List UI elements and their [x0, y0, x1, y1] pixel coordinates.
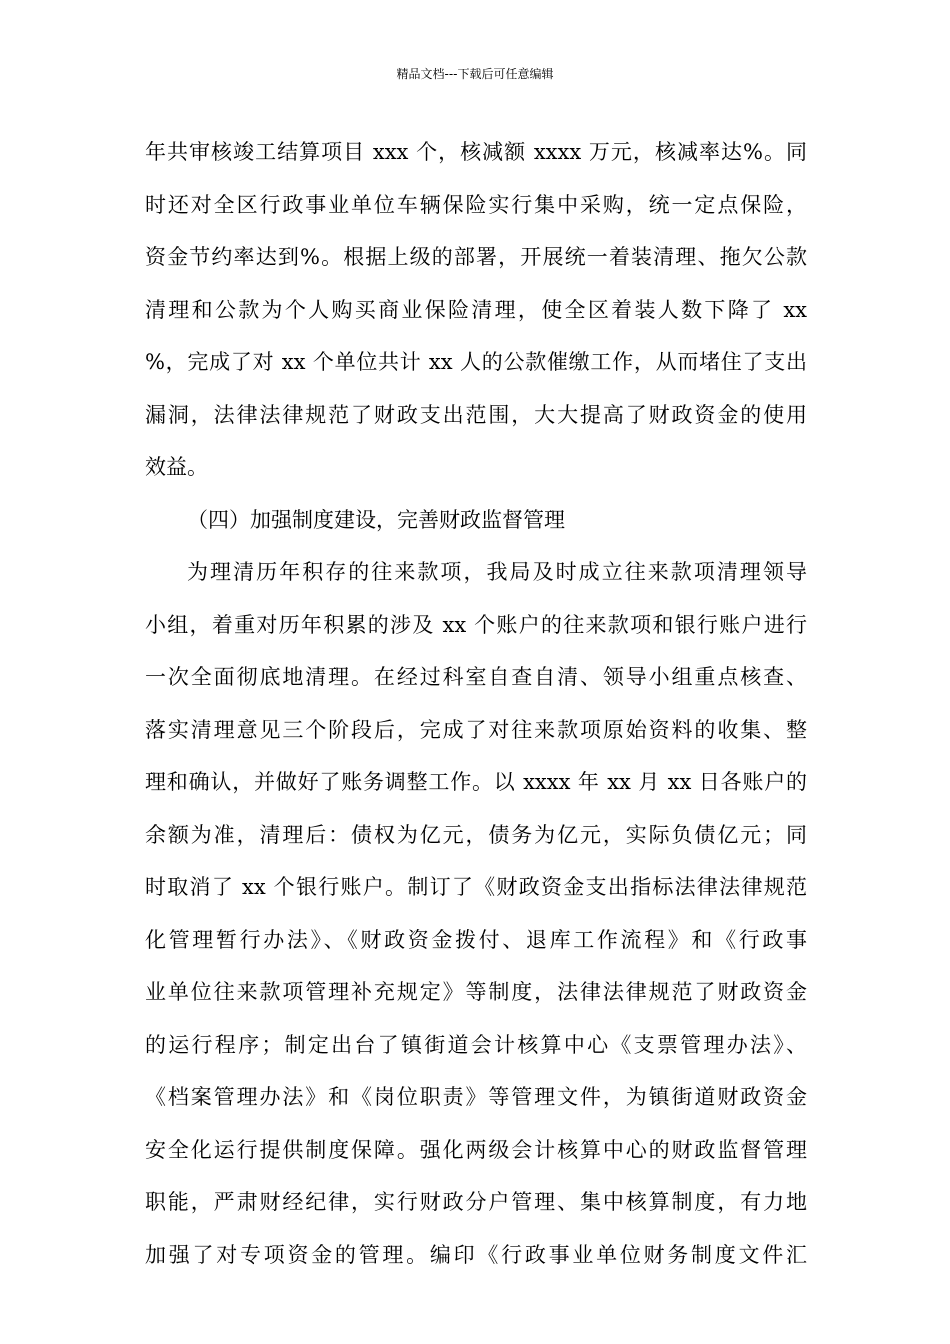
text-line: 资金节约率达到%。根据上级的部署，开展统一着装清理、拖欠公款 [145, 245, 807, 269]
text-line: 余额为准，清理后：债权为亿元，债务为亿元，实际负债亿元；同 [145, 822, 807, 847]
text-line: %，完成了对 xx 个单位共计 xx 人的公款催缴工作，从而堵住了支出 [145, 350, 807, 374]
document-body [145, 126, 807, 1281]
text-line: 清理和公款为个人购买商业保险清理，使全区着装人数下降了 xx [145, 297, 807, 322]
text-line: 时取消了 xx 个银行账户。制订了《财政资金支出指标法律法律规范 [145, 875, 807, 899]
text-line: 安全化运行提供制度保障。强化两级会计核算中心的财政监督管理 [145, 1137, 807, 1162]
section-heading: （四）加强制度建设，完善财政监督管理 [187, 507, 565, 532]
text-line: 职能，严肃财经纪律，实行财政分户管理、集中核算制度，有力地 [145, 1190, 807, 1214]
text-line: 的运行程序；制定出台了镇街道会计核算中心《支票管理办法》、 [145, 1032, 807, 1057]
text-line: 时还对全区行政事业单位车辆保险实行集中采购，统一定点保险， [145, 192, 807, 217]
text-line: 化管理暂行办法》、《财政资金拨付、退库工作流程》和《行政事 [145, 927, 807, 952]
text-line: 效益。 [145, 455, 208, 479]
text-line: 小组，着重对历年积累的涉及 xx 个账户的往来款项和银行账户进行 [145, 612, 807, 637]
text-line: 加强了对专项资金的管理。编印《行政事业单位财务制度文件汇 [145, 1242, 807, 1267]
text-line: 漏洞，法律法律规范了财政支出范围，大大提高了财政资金的使用 [145, 402, 807, 427]
text-line: 年共审核竣工结算项目 xxx 个，核减额 xxxx 万元，核减率达%。同 [145, 140, 807, 164]
page-header: 精品文档---下载后可任意编辑 [396, 67, 554, 81]
text-line: 落实清理意见三个阶段后，完成了对往来款项原始资料的收集、整 [145, 717, 807, 742]
text-line: 理和确认，并做好了账务调整工作。以 xxxx 年 xx 月 xx 日各账户的 [145, 770, 807, 794]
text-line: 为理清历年积存的往来款项，我局及时成立往来款项清理领导 [187, 560, 807, 584]
text-line: 一次全面彻底地清理。在经过科室自查自清、领导小组重点核查、 [145, 665, 807, 689]
text-line: 《档案管理办法》和《岗位职责》等管理文件，为镇街道财政资金 [145, 1085, 807, 1109]
text-line: 业单位往来款项管理补充规定》等制度，法律法律规范了财政资金 [145, 980, 807, 1004]
